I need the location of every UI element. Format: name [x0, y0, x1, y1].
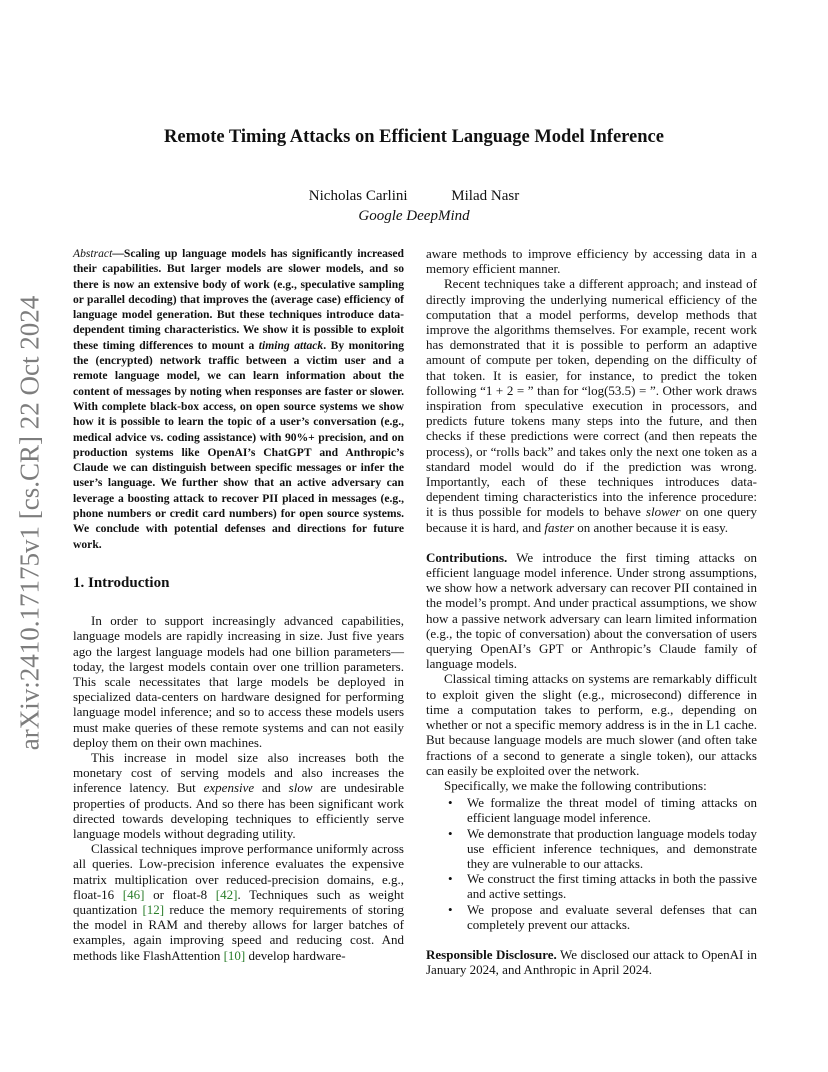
list-item — [426, 795, 757, 825]
list-item — [426, 826, 757, 872]
text: and — [254, 780, 289, 796]
bullet: • — [448, 871, 453, 887]
text: on one query because it is hard, and — [426, 504, 758, 535]
text: We disclosed our attack to OpenAI in January 2024, and Anthropic in April 2024. — [426, 946, 757, 978]
left-column — [73, 246, 404, 963]
citation-link[interactable]: [42] — [215, 886, 238, 902]
emphasis: faster — [544, 519, 575, 535]
text: reduce the memory requirements of storing the model in RAM and thereby allows for larger batches of examples, again improving speed and reducing cost. And methods like FlashAttention — [73, 902, 404, 963]
text: on another because it is easy. — [574, 519, 729, 535]
text: . Techniques such as weight quantization — [73, 886, 405, 917]
runin-heading: Responsible Disclosure. — [426, 946, 557, 962]
emphasis: slower — [645, 504, 681, 520]
paragraph: Specifically, we make the following contributions: — [444, 777, 707, 793]
citation-link[interactable]: [46] — [122, 886, 145, 902]
abstract-text: . By monitoring the (encrypted) network traffic between a victim user and a remote language model, we can learn information about the content of messages by noting when responses are faster or slower. With complete black-box access, on open source systems we show how it is possible to learn the topic of a user’s conversation (e.g., medical advice vs. coding assistance) with 90%+ precision, and on production systems like OpenAI’s ChatGPT and Anthropic’s Claude we can distinguish between specific messages or infer the user’s language. We further show that an active adversary can leverage a boosting attack to recover PII placed in messages (e.g., phone numbers or credit card numbers) for open source systems. We conclude with potential defenses and directions for future work. — [73, 338, 405, 551]
bullet: • — [448, 795, 453, 811]
list-item-text: We construct the first timing attacks in both the passive and active settings. — [467, 871, 757, 902]
list-item — [426, 871, 757, 901]
text: are undesirable properties of products. And so there has been significant work directed towards developing techniques to efficiently serve language models without degrading utility. — [73, 780, 404, 841]
text: develop hardware- — [245, 947, 346, 963]
paragraph — [426, 550, 757, 672]
paragraph — [426, 947, 757, 977]
text: This increase in model size also increases both the monetary cost of serving models and also increases the inference latency. But — [73, 749, 404, 796]
runin-heading: Contributions. — [426, 549, 508, 565]
author-block — [0, 186, 828, 226]
text: Classical techniques improve performance uniformly across all queries. Low-precision inference evaluates the expensive matrix multiplication over reduced-precision domains, e.g., float-16 — [73, 841, 404, 902]
bullet: • — [448, 825, 453, 841]
right-column — [426, 246, 757, 977]
abstract-label: Abstract — [73, 247, 113, 260]
paragraph — [73, 750, 404, 841]
paragraph — [73, 841, 404, 963]
paragraph-continued: aware methods to improve efficiency by accessing data in a memory efficient manner. — [426, 246, 757, 277]
text: or float-8 — [144, 886, 216, 902]
abstract-text: —Scaling up language models has significantly increased their capabilities. But larger models are slower models, and so there is now an extensive body of work (e.g., speculative sampling or parallel decoding) that improves the (average case) efficiency of language model generation. But these techniques introduce data-dependent timing characteristics. We show it is possible to exploit these timing differences to mount a — [73, 247, 404, 352]
contributions-list — [426, 795, 757, 932]
bullet: • — [448, 901, 453, 917]
abstract-emphasis: timing attack — [258, 338, 324, 352]
arxiv-identifier: arXiv:2410.17175v1 [cs.CR] 22 Oct 2024 — [14, 295, 45, 751]
author-name: Milad Nasr — [451, 188, 520, 204]
paragraph — [426, 276, 757, 534]
affiliation: Google DeepMind — [358, 208, 470, 224]
citation-link[interactable]: [10] — [223, 947, 246, 963]
list-item — [426, 902, 757, 932]
section-heading: 1. Introduction — [73, 574, 170, 591]
text: We introduce the first timing attacks on efficient language model inference. Under strong assumptions, we show how a network adversary can recover PII contained in the model’s prompt. And under practical assumptions, we show how a passive network adversary can learn limited information (e.g., the topic of conversation) about the conversation of users querying OpenAI’s GPT or Anthropic’s Claude family of language models. — [426, 549, 757, 672]
author-name: Nicholas Carlini — [308, 188, 408, 204]
citation-link[interactable]: [12] — [142, 902, 165, 917]
text: Recent techniques take a different approach; and instead of directly improving the underlying numerical efficiency of the computation that a model performs, develop methods that improve the algorithms themselves. For example, recent work has demonstrated that it is possible to perform an adaptive amount of compute per token, depending on the difficulty of that token. It is easier, for instance, to predict the token following “1 + 2 = ” than for “log(53.5) = ”. Other work draws inspiration from speculative execution in processors, and predicts future tokens many steps into the future, and then checks if these predictions were correct (and then repeats the process), or “rolls back” and takes only the next one token as a standard model would do if the prediction was wrong. Importantly, each of these techniques introduces data-dependent timing characteristics into the inference procedure: it is thus possible for models to behave — [426, 276, 757, 520]
emphasis: slow — [288, 780, 313, 796]
list-item-text: We propose and evaluate several defenses that can completely prevent our attacks. — [467, 901, 757, 932]
abstract — [73, 246, 404, 552]
emphasis: expensive — [203, 780, 255, 796]
arxiv-sidebar — [12, 288, 48, 758]
list-item-text: We formalize the threat model of timing attacks on efficient language model inference. — [467, 795, 757, 826]
paragraph: In order to support increasingly advanced capabilities, language models are rapidly increasing in size. Just five years ago the largest language models had one billion parameters—today, the largest models contain over one trillion parameters. This scale necessitates that large models be deployed in specialized data-centers on hardware designed for performing language model inference; and so to access these models users must make queries of these remote systems and can not easily deploy them on their own machines. — [73, 613, 404, 750]
paragraph: Classical timing attacks on systems are remarkably difficult to exploit given the slight (e.g., microsecond) difference in time a computation takes to perform, e.g., depending on whether or not a specific memory address is in the in L1 cache. But because language models are much slower (and often take fractions of a second to generate a single token), our attacks can easily be exploited over the network. — [426, 671, 757, 778]
list-item-text: We demonstrate that production language models today use efficient inference techniques, and demonstrate they are vulnerable to our attacks. — [467, 825, 757, 871]
paper-title: Remote Timing Attacks on Efficient Language Model Inference — [164, 127, 664, 147]
